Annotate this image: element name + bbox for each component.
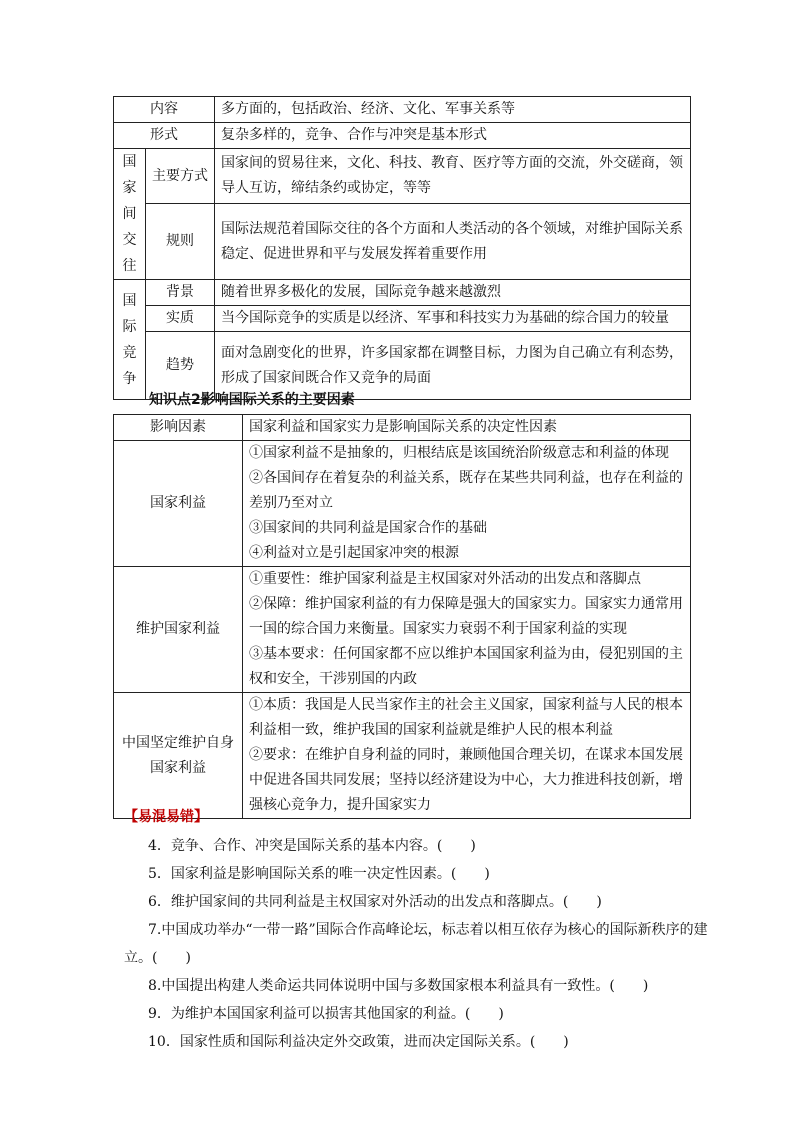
list-item: ③国家间的共同利益是国家合作的基础 <box>249 520 487 536</box>
table-row <box>114 149 691 204</box>
question-item: 6．维护国家间的共同利益是主权国家对外活动的出发点和落脚点。( ) <box>148 894 602 910</box>
list-item: ④利益对立是引起国家冲突的根源 <box>249 545 459 561</box>
row-label: 内容 <box>114 97 215 123</box>
list-item: ②要求：在维护自身利益的同时，兼顾他国合理关切，在谋求本国发展中促进各国共同发展；坚持以经济建设为中心，大力推进科技创新，增强核心竞争力，提升国家实力 <box>249 747 683 813</box>
list-item: ②各国间存在着复杂的利益关系，既存在某些共同利益，也存在利益的差别乃至对立 <box>249 470 683 511</box>
vertical-char: 国 <box>122 292 137 309</box>
influence-factors-table <box>113 414 691 819</box>
row-content: 国际法规范着国际交往的各个方面和人类活动的各个领域，对维护国际关系稳定、促进世界和平与发展发挥着重要作用 <box>215 204 691 280</box>
vertical-char: 间 <box>122 206 137 222</box>
table-row <box>114 123 691 149</box>
table-row <box>114 567 691 693</box>
row-content: 多方面的，包括政治、经济、文化、军事关系等 <box>215 97 691 123</box>
table-row <box>114 280 691 306</box>
table-row <box>114 204 691 280</box>
section-heading: 知识点2影响国际关系的主要因素 <box>149 392 355 408</box>
row-content: 面对急剧变化的世界，许多国家都在调整目标，力图为自己确立有利态势，形成了国家间既合作又竞争的局面 <box>215 332 691 400</box>
row-label: 背景 <box>146 280 215 306</box>
row-label: 主要方式 <box>146 149 215 204</box>
list-item: ①国家利益不是抽象的，归根结底是该国统治阶级意志和利益的体现 <box>249 445 669 461</box>
vertical-char: 往 <box>122 258 137 274</box>
row-label: 国家利益 <box>114 441 243 567</box>
row-label: 实质 <box>146 306 215 332</box>
vertical-char: 际 <box>122 318 137 335</box>
question-item: 9．为维护本国国家利益可以损害其他国家的利益。( ) <box>148 1006 504 1022</box>
vertical-char: 竞 <box>122 344 137 361</box>
table-row <box>114 441 691 567</box>
vertical-char: 争 <box>122 370 137 387</box>
row-label: 形式 <box>114 123 215 149</box>
table-row <box>114 693 691 819</box>
table-row <box>114 306 691 332</box>
question-item: 8.中国提出构建人类命运共同体说明中国与多数国家根本利益具有一致性。( ) <box>148 978 649 994</box>
vertical-char: 交 <box>122 232 137 248</box>
list-item: ①重要性：维护国家利益是主权国家对外活动的出发点和落脚点 <box>249 571 641 587</box>
vertical-char: 国 <box>122 154 137 170</box>
row-content <box>243 567 691 693</box>
question-item: 7.中国成功举办“一带一路”国际合作高峰论坛，标志着以相互依存为核心的国际新秩序的建立。( ) <box>124 922 708 966</box>
row-content <box>243 441 691 567</box>
list-item: ②保障：维护国家利益的有力保障是强大的国家实力。国家实力通常用一国的综合国力来衡量。国家实力衰弱不利于国家利益的实现 <box>249 596 683 637</box>
international-relations-table <box>113 96 691 400</box>
list-item: ③基本要求：任何国家都不应以维护本国国家利益为由，侵犯别国的主权和安全，干涉别国的内政 <box>249 646 683 687</box>
row-content <box>243 693 691 819</box>
exchange-group-label <box>114 149 146 280</box>
question-item: 10．国家性质和国际利益决定外交政策，进而决定国际关系。( ) <box>148 1034 569 1050</box>
row-label: 影响因素 <box>114 415 243 441</box>
row-label: 维护国家利益 <box>114 567 243 693</box>
row-content: 当今国际竞争的实质是以经济、军事和科技实力为基础的综合国力的较量 <box>215 306 691 332</box>
row-label: 中国坚定维护自身国家利益 <box>114 693 243 819</box>
row-content: 随着世界多极化的发展，国际竞争越来越激烈 <box>215 280 691 306</box>
list-item: ①本质：我国是人民当家作主的社会主义国家，国家利益与人民的根本利益相一致，维护我国的国家利益就是维护人民的根本利益 <box>249 697 683 738</box>
error-prone-heading: 【易混易错】 <box>124 809 208 825</box>
row-label: 趋势 <box>146 332 215 400</box>
row-content: 复杂多样的，竞争、合作与冲突是基本形式 <box>215 123 691 149</box>
row-content: 国家利益和国家实力是影响国际关系的决定性因素 <box>243 415 691 441</box>
question-item: 5．国家利益是影响国际关系的唯一决定性因素。( ) <box>148 866 490 882</box>
vertical-char: 家 <box>122 180 137 196</box>
question-item: 4．竞争、合作、冲突是国际关系的基本内容。( ) <box>148 838 476 854</box>
table-row <box>114 97 691 123</box>
table-row <box>114 415 691 441</box>
row-content: 国家间的贸易往来，文化、科技、教育、医疗等方面的交流，外交磋商，领导人互访，缔结条约或协定，等等 <box>215 149 691 204</box>
question-list <box>124 832 724 1056</box>
competition-group-label <box>114 280 146 400</box>
row-label: 规则 <box>146 204 215 280</box>
